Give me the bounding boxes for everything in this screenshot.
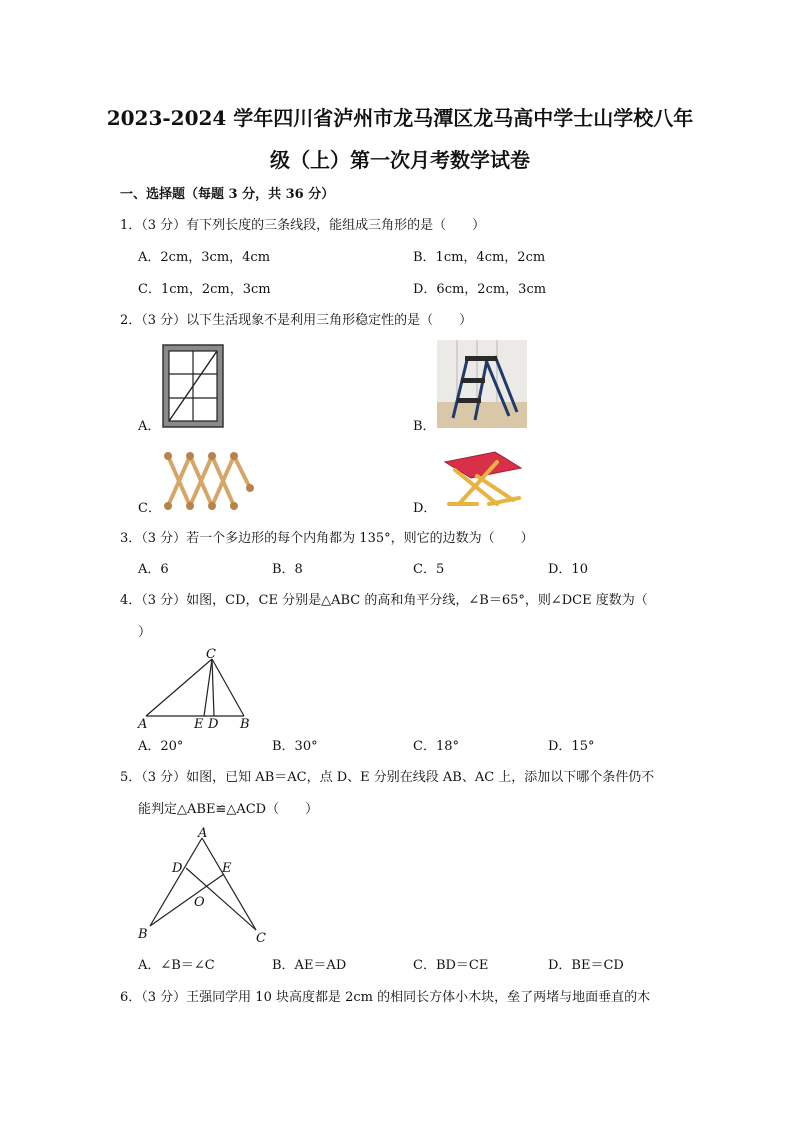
q2-stem: 2．（3 分）以下生活现象不是利用三角形稳定性的是（ ） [120,313,473,328]
q4-stem-line1: 4．（3 分）如图，CD，CE 分别是△ABC 的高和角平分线，∠B＝65°，则∠DCE 度数为（ [120,593,648,608]
q4-label-d: D [208,717,219,732]
q5-label-a: A [198,826,208,841]
q1-option-c: C．1cm，2cm，3cm [138,282,271,297]
q2-option-d: D． [413,501,437,516]
q3-option-d: D．10 [548,562,588,577]
q4-option-d: D．15° [548,739,595,754]
q1-stem: 1．（3 分）有下列长度的三条线段，能组成三角形的是（ ） [120,218,486,233]
q5-option-a: A．∠B＝∠C [138,958,215,973]
q5-label-b: B [138,927,148,942]
window-frame-image [162,344,224,428]
q4-stem-line2: ） [138,625,152,640]
step-ladder-image [437,340,527,428]
page-title-line1: 2023-2024 学年四川省泸州市龙马潭区龙马高中学士山学校八年 [106,106,694,130]
triangle-abe-acd-figure [134,824,274,948]
q3-stem: 3．（3 分）若一个多边形的每个内角都为 135°，则它的边数为（ ） [120,531,534,546]
q2-option-c: C． [138,501,161,516]
q5-label-d: D [172,861,183,876]
q6-stem: 6．（3 分）王强同学用 10 块高度都是 2cm 的相同长方体小木块，垒了两堵与地面垂直的木 [120,990,651,1005]
q1-option-b: B．1cm，4cm，2cm [413,250,546,265]
q5-option-d: D．BE＝CD [548,958,624,973]
q4-label-a: A [138,717,148,732]
q1-option-a: A．2cm，3cm，4cm [138,250,271,265]
q5-label-o: O [194,895,205,910]
q4-option-a: A．20° [138,739,184,754]
q1-option-d: D．6cm，2cm，3cm [413,282,547,297]
q3-option-a: A．6 [138,562,169,577]
q3-option-b: B．8 [272,562,303,577]
q5-stem-line1: 5．（3 分）如图，已知 AB＝AC，点 D、E 分别在线段 AB、AC 上，添加以下哪个条件仍不 [120,770,655,785]
section-heading: 一、选择题（每题 3 分，共 36 分） [120,187,335,202]
q5-option-b: B．AE＝AD [272,958,347,973]
q4-option-b: B．30° [272,739,318,754]
q5-option-c: C．BD＝CE [413,958,489,973]
triangle-abc-figure [134,644,264,734]
q5-label-c: C [256,931,266,946]
q4-label-c: C [206,647,216,662]
expandable-coat-rack-image [160,448,256,514]
q4-label-e: E [194,717,204,732]
q5-stem-line2: 能判定△ABE≌△ACD（ ） [138,802,319,817]
q4-label-b: B [240,717,250,732]
q4-option-c: C．18° [413,739,459,754]
page-title-line2: 级（上）第一次月考数学试卷 [270,148,530,172]
q2-option-b: B． [413,419,436,434]
folding-stool-image [437,446,527,512]
q2-option-a: A． [138,419,161,434]
q5-label-e: E [222,861,232,876]
q3-option-c: C．5 [413,562,445,577]
